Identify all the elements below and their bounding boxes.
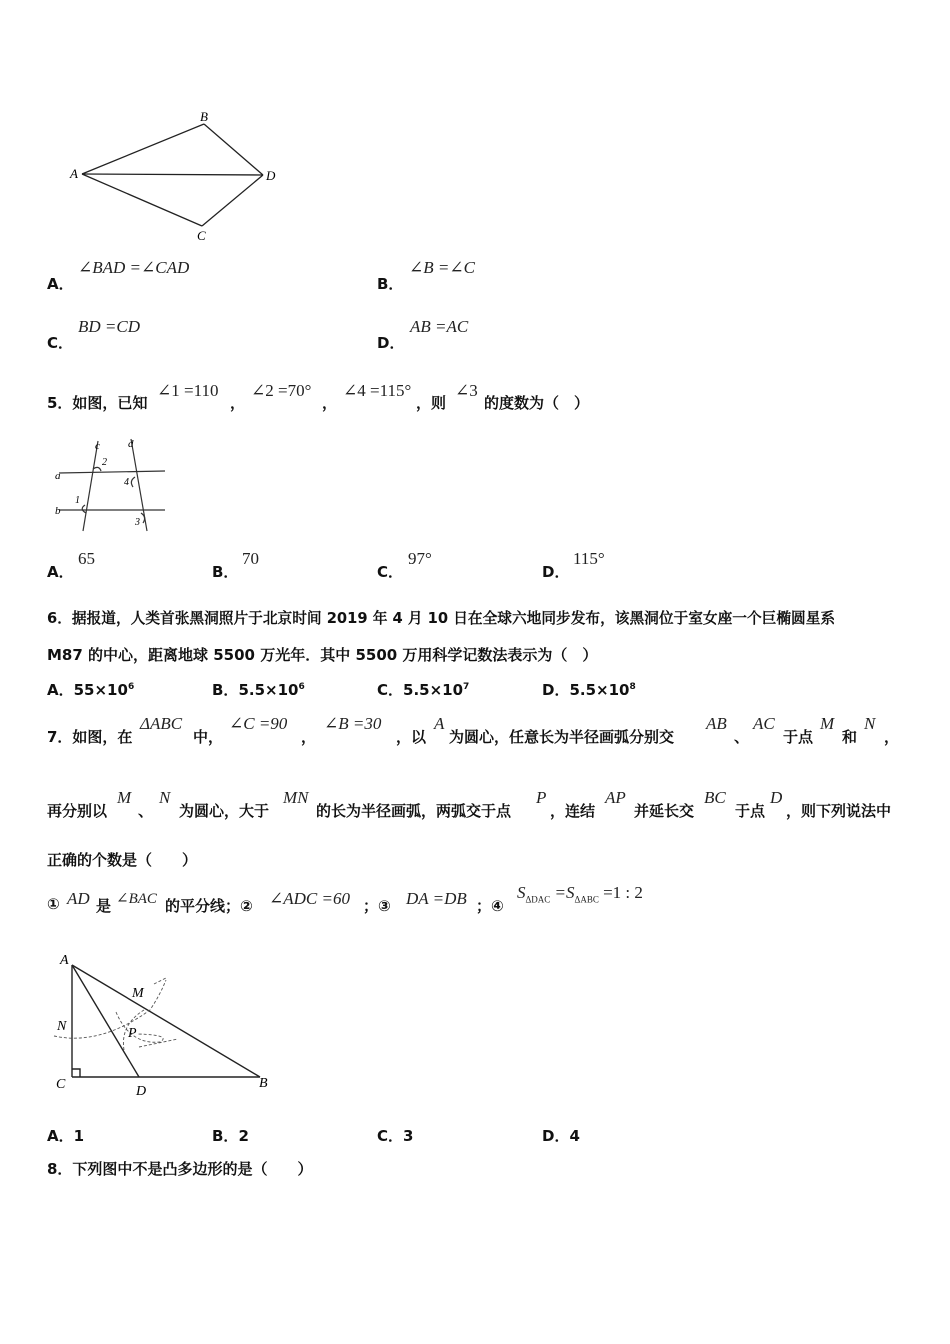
q7-point-a: A [434, 714, 445, 733]
q8-stem: 8．下列图中不是凸多边形的是（ ） [47, 1160, 313, 1178]
q7-option-d-letter: D． [542, 1127, 570, 1145]
q7-u7: 于点 [735, 802, 766, 820]
q4-option-d-letter: D． [377, 334, 405, 352]
q7-u2: 、 [138, 802, 154, 820]
q7-s3-tail: ；④ [476, 897, 504, 915]
figure-right-triangle [50, 950, 280, 1100]
q7-u6: 并延长交 [634, 802, 695, 820]
q6-option-c-letter: C． [377, 681, 404, 699]
q6-line1: 6．据报道，人类首张黑洞照片于北京时间 2019 年 4 月 10 日在全球六地同步发布，该黑洞位于室女座一个巨椭圆星系 [47, 610, 836, 627]
q7-s1-tail: 的平分线；② [165, 897, 253, 915]
q7-t5: 为圆心，任意长为半径画弧分别交 [449, 728, 675, 746]
q7-u1: 再分别以 [47, 802, 108, 820]
q5-angle3: ∠3 [455, 381, 478, 400]
q7-s1-ad: AD [67, 889, 90, 908]
q7-s2-tail: ；③ [363, 897, 391, 915]
q7-point-m2: M [117, 788, 132, 807]
q7-u4: 的长为半径画弧，两弧交于点 [316, 802, 512, 820]
q7-u3: 为圆心，大于 [179, 802, 270, 820]
q6-option-b-exp: 6 [298, 682, 305, 692]
q6-line2: M87 的中心，距离地球 5500 万光年．其中 5500 万用科学记数法表示为（ ） [47, 646, 598, 664]
q7-point-d: D [770, 788, 783, 807]
q5-option-c-val: 97° [408, 549, 432, 568]
q5-then: ，则 [416, 394, 447, 412]
q7-seg-ac: AC [753, 714, 775, 733]
q5-option-b-letter: B． [212, 563, 239, 581]
fig7-label-c: C [56, 1077, 66, 1092]
q7-option-c-letter: C． [377, 1127, 404, 1145]
q7-seg-mn: MN [283, 788, 309, 807]
fig5-label-a: a [55, 470, 61, 482]
q7-option-b-val: 2 [238, 1127, 249, 1145]
q7-option-d-val: 4 [569, 1127, 580, 1145]
q6-option-a [47, 679, 134, 700]
fig7-label-n: N [57, 1019, 67, 1034]
q7-u5: ，连结 [550, 802, 596, 820]
figure-kite [60, 105, 290, 245]
q7-t7: 于点 [783, 728, 814, 746]
q7-s1-num: ① [47, 895, 60, 913]
q7-line3: 正确的个数是（ ） [47, 851, 198, 869]
q7-u8: ，则下列说法中 [786, 802, 892, 820]
q5-stem-start: 5．如图，已知 [47, 394, 148, 412]
fig5-label-b: b [55, 505, 61, 517]
q7-t4: ，以 [396, 728, 427, 746]
q6-option-c-exp: 7 [463, 682, 470, 692]
q4-option-a-expr: ∠BAD =∠CAD [78, 258, 190, 277]
fig5-label-d: d [128, 438, 134, 450]
q5-option-a-val: 65 [78, 549, 95, 568]
q7-s4-ratio: =1 : 2 [598, 883, 643, 902]
q5-stem-end: 的度数为（ ） [484, 394, 590, 412]
q7-s2-angle: ∠ADC =60 [269, 889, 350, 908]
q7-angle-b: ∠B =30 [324, 714, 382, 733]
q4-option-b-expr: ∠B =∠C [409, 258, 475, 277]
q6-option-b [212, 679, 305, 700]
q5-option-c-letter: C． [377, 563, 404, 581]
q5-option-d-letter: D． [542, 563, 570, 581]
q7-s4-sub1: ΔDAC [525, 894, 551, 905]
q7-s4-expr [517, 883, 643, 904]
label-D: D [266, 168, 276, 183]
q7-t9: ， [884, 728, 900, 746]
q6-option-a-letter: A． [47, 681, 74, 699]
fig7-label-a: A [60, 953, 69, 968]
fig7-label-m: M [132, 986, 144, 1001]
q4-option-b-letter: B． [377, 275, 404, 293]
q5-angle1: ∠1 =110 [157, 381, 219, 400]
q7-seg-bc: BC [704, 788, 726, 807]
q7-point-p: P [536, 788, 547, 807]
q7-t6: 、 [734, 728, 750, 746]
q7-t1: 7．如图，在 [47, 728, 133, 746]
fig5-label-c: c [95, 440, 100, 452]
q6-option-d [542, 679, 636, 700]
q5-angle4: ∠4 =115° [343, 381, 412, 400]
q7-option-a-letter: A． [47, 1127, 74, 1145]
figure-parallel-lines [55, 435, 180, 535]
q4-option-d-expr: AB =AC [410, 317, 469, 336]
q4-option-a-letter: A． [47, 275, 74, 293]
q7-point-n2: N [159, 788, 171, 807]
q7-s1-angle: ∠BAC [116, 891, 157, 907]
q7-t3: ， [301, 728, 317, 746]
q7-point-n: N [864, 714, 876, 733]
q7-seg-ab: AB [706, 714, 727, 733]
q6-option-b-letter: B． [212, 681, 239, 699]
q7-option-c [377, 1125, 413, 1146]
q7-option-c-val: 3 [403, 1127, 414, 1145]
q6-option-d-base: 5.5×10 [569, 681, 630, 699]
q7-s4-eq: =S [550, 883, 575, 902]
fig5-label-4: 4 [124, 477, 129, 488]
q7-option-b-letter: B． [212, 1127, 239, 1145]
q4-option-c-letter: C． [47, 334, 74, 352]
q7-option-a [47, 1125, 84, 1146]
q6-option-d-exp: 8 [629, 682, 636, 692]
q5-angle2: ∠2 =70° [251, 381, 312, 400]
fig5-label-2: 2 [102, 457, 107, 468]
q6-option-a-base: 55×10 [73, 681, 128, 699]
fig5-label-3: 3 [135, 517, 140, 528]
q7-option-a-val: 1 [73, 1127, 85, 1145]
q5-option-a-letter: A． [47, 563, 74, 581]
label-B: B [200, 109, 208, 124]
q5-option-d-val: 115° [573, 549, 605, 568]
label-A: A [70, 166, 78, 181]
q6-option-b-base: 5.5×10 [238, 681, 299, 699]
q6-option-c-base: 5.5×10 [403, 681, 464, 699]
q7-s1-is: 是 [96, 897, 112, 915]
fig7-label-d: D [136, 1084, 147, 1099]
q7-s4-sub2: ΔABC [574, 894, 599, 905]
q7-s3-expr: DA =DB [406, 889, 467, 908]
fig5-label-1: 1 [75, 495, 80, 506]
q7-t2: 中， [193, 728, 224, 746]
fig7-label-b: B [259, 1076, 268, 1091]
q7-t8: 和 [842, 728, 858, 746]
q4-option-c-expr: BD =CD [78, 317, 140, 336]
q5-sep1: ， [230, 394, 246, 412]
q5-option-b-val: 70 [242, 549, 259, 568]
q5-sep2: ， [322, 394, 338, 412]
label-C: C [197, 228, 206, 243]
q7-triangle: ΔABC [140, 714, 183, 733]
q7-option-b [212, 1125, 249, 1146]
q6-option-d-letter: D． [542, 681, 570, 699]
fig7-label-p: P [128, 1026, 137, 1041]
q7-point-m: M [820, 714, 835, 733]
q7-option-d [542, 1125, 580, 1146]
q7-seg-ap: AP [605, 788, 626, 807]
q6-option-c [377, 679, 469, 700]
q7-s4-s1: S [517, 883, 526, 902]
q7-angle-c: ∠C =90 [229, 714, 288, 733]
q6-option-a-exp: 6 [127, 682, 135, 692]
